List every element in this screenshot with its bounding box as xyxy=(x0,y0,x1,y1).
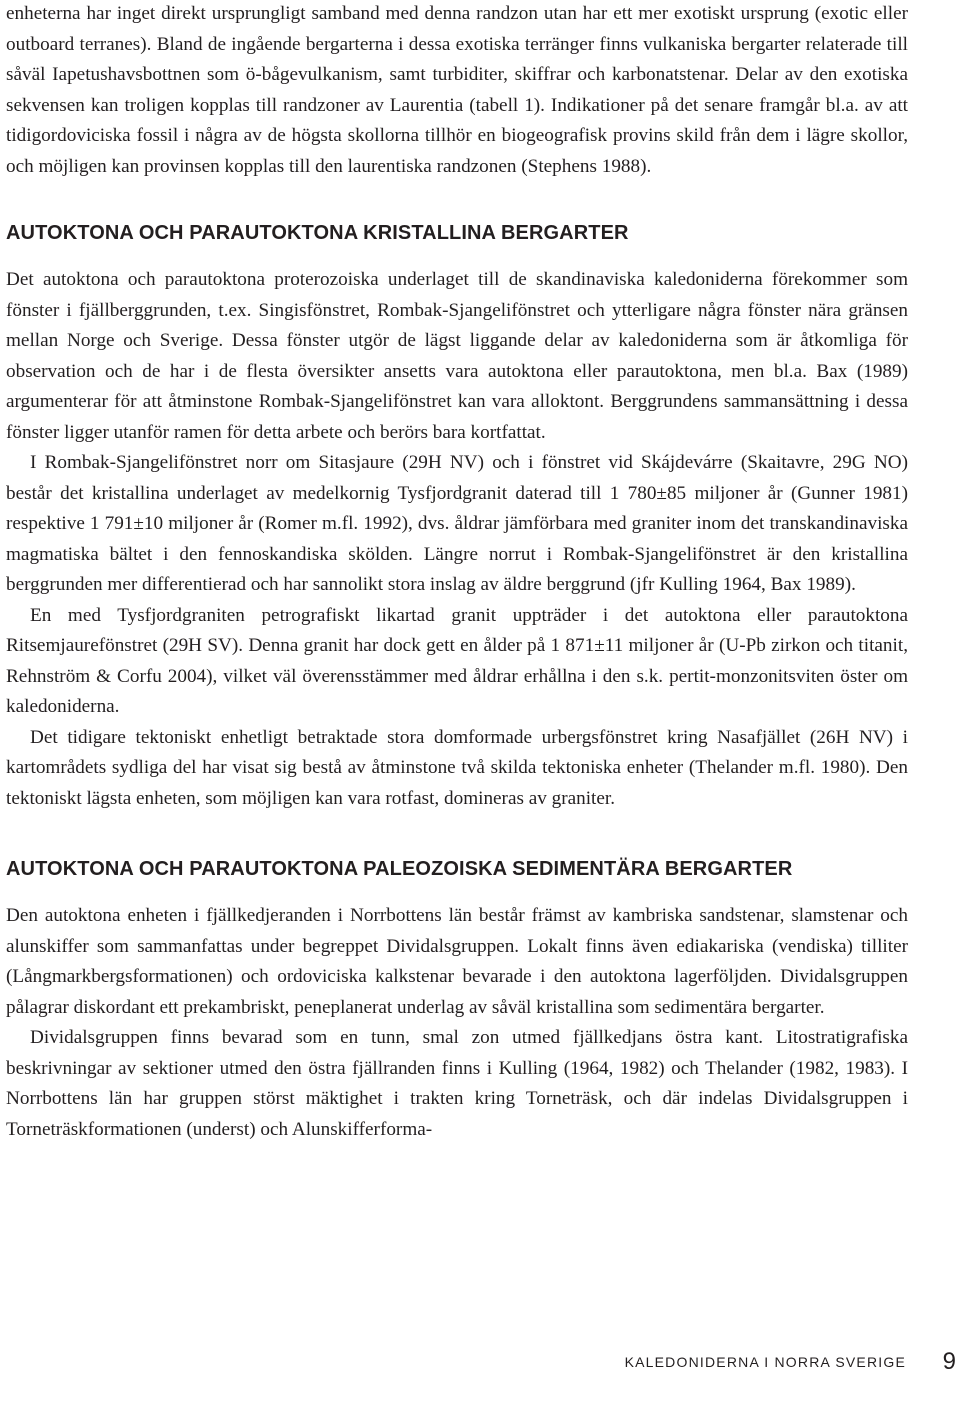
section-heading: AUTOKTONA OCH PARAUTOKTONA PALEOZOISKA SEDIMENTÄRA BERGARTER xyxy=(6,858,793,880)
body-paragraph: Det autoktona och parautoktona proterozoiska underlaget till de skandinaviska kaledoniderna förekommer som fönster i fjällberggrunden, t.ex. Singisfönstret, Rombak-Sjangelifönstret och ytterligare några fönster nära gränsen mellan Norge och Sverige. Dessa fönster utgör de lägst liggande delar av kaledoniderna som är åtkomliga för observation och de har i de flesta översikter ansetts vara autoktona eller parautoktona, men bl.a. Bax (1989) argumenterar för att åtminstone Rombak-Sjangelifönstret kan vara alloktont. Berggrundens sammansättning i dessa fönster ligger utanför ramen för detta arbete och berörs bara kortfattat. xyxy=(6,269,908,443)
document-page xyxy=(6,0,908,1145)
body-paragraph: Den autoktona enheten i fjällkedjeranden i Norrbottens län består främst av kambriska sandstenar, slamstenar och alunskiffer som sammanfattas under begreppet Dividalsgruppen. Lokalt finns även ediakariska (vendiska) tilliter (Långmarkbergsformationen) och ordoviciska kalkstenar bevarade i den autoktona lagerföljden. Dividalsgruppen pålagrar diskordant ett prekambriskt, peneplanerat underlag av såväl kristallina som sedimentära bergarter. xyxy=(6,905,908,1018)
body-paragraph: I Rombak-Sjangelifönstret norr om Sitasjaure (29H NV) och i fönstret vid Skájdevárre (Skaitavre, 29G NO) består det kristallina underlaget av medelkornig Tysfjordgranit daterad till 1 780±85 miljoner år (Gunner 1981) respektive 1 791±10 miljoner år (Romer m.fl. 1992), dvs. åldrar jämförbara med graniter inom det transkandinaviska magmatiska bältet i den fennoskandiska skölden. Längre norrut i Rombak-Sjangelifönstret är den kristallina berggrunden mer differentierad och har sannolikt stora inslag av äldre berggrund (jfr Kulling 1964, Bax 1989). xyxy=(6,452,908,595)
body-paragraph: Dividalsgruppen finns bevarad som en tunn, smal zon utmed fjällkedjans östra kant. Litostratigrafiska beskrivningar av sektioner utmed den östra fjällranden finns i Kulling (1964, 1982) och Thelander (1982, 1983). I Norrbottens län har gruppen störst mäktighet i trakten kring Torneträsk, och där indelas Dividalsgruppen i Torneträskformationen (underst) och Alunskifferforma- xyxy=(6,1027,908,1140)
section-heading: AUTOKTONA OCH PARAUTOKTONA KRISTALLINA BERGARTER xyxy=(6,222,629,244)
page-footer xyxy=(0,1348,960,1378)
body-paragraph: Det tidigare tektoniskt enhetligt betraktade stora domformade urbergsfönstret kring Nasafjället (26H NV) i kartområdets sydliga del har visat sig bestå av åtminstone två skilda tektoniska enheter (Thelander m.fl. 1980). Den tektoniskt lägsta enheten, som möjligen kan vara rotfast, domineras av graniter. xyxy=(6,726,908,809)
body-paragraph: En med Tysfjordgraniten petrografiskt likartad granit uppträder i det autoktona eller parautoktona Ritsemjaurefönstret (29H SV). Denna granit har dock gett en ålder på 1 871±11 miljoner år (U-Pb zirkon och titanit, Rehnström & Corfu 2004), vilket väl överensstämmer med åldrar erhållna i den s.k. pertit-monzonitsviten öster om kaledoniderna. xyxy=(6,604,908,717)
page-number: 9 xyxy=(942,1348,956,1375)
running-title: KALEDONIDERNA I NORRA SVERIGE xyxy=(624,1354,906,1370)
body-paragraph: enheterna har inget direkt ursprungligt samband med denna randzon utan har ett mer exotiskt ursprung (exotic eller outboard terranes). Bland de ingående bergarterna i dessa exotiska terränger finns vulkaniska bergarter relaterade till såväl Iapetushavsbottnen som ö-bågevulkanism, samt turbiditer, skiffrar och karbonatstenar. Delar av den exotiska sekvensen kan troligen kopplas till randzoner av Laurentia (tabell 1). Indikationer på det senare framgår bl.a. av att tidigordoviciska fossil i några av de högsta skollorna tillhör en biogeografisk provins skild från dem i lägre skollor, och möjligen kan provinsen kopplas till den laurentiska randzonen (Stephens 1988). xyxy=(6,3,908,177)
